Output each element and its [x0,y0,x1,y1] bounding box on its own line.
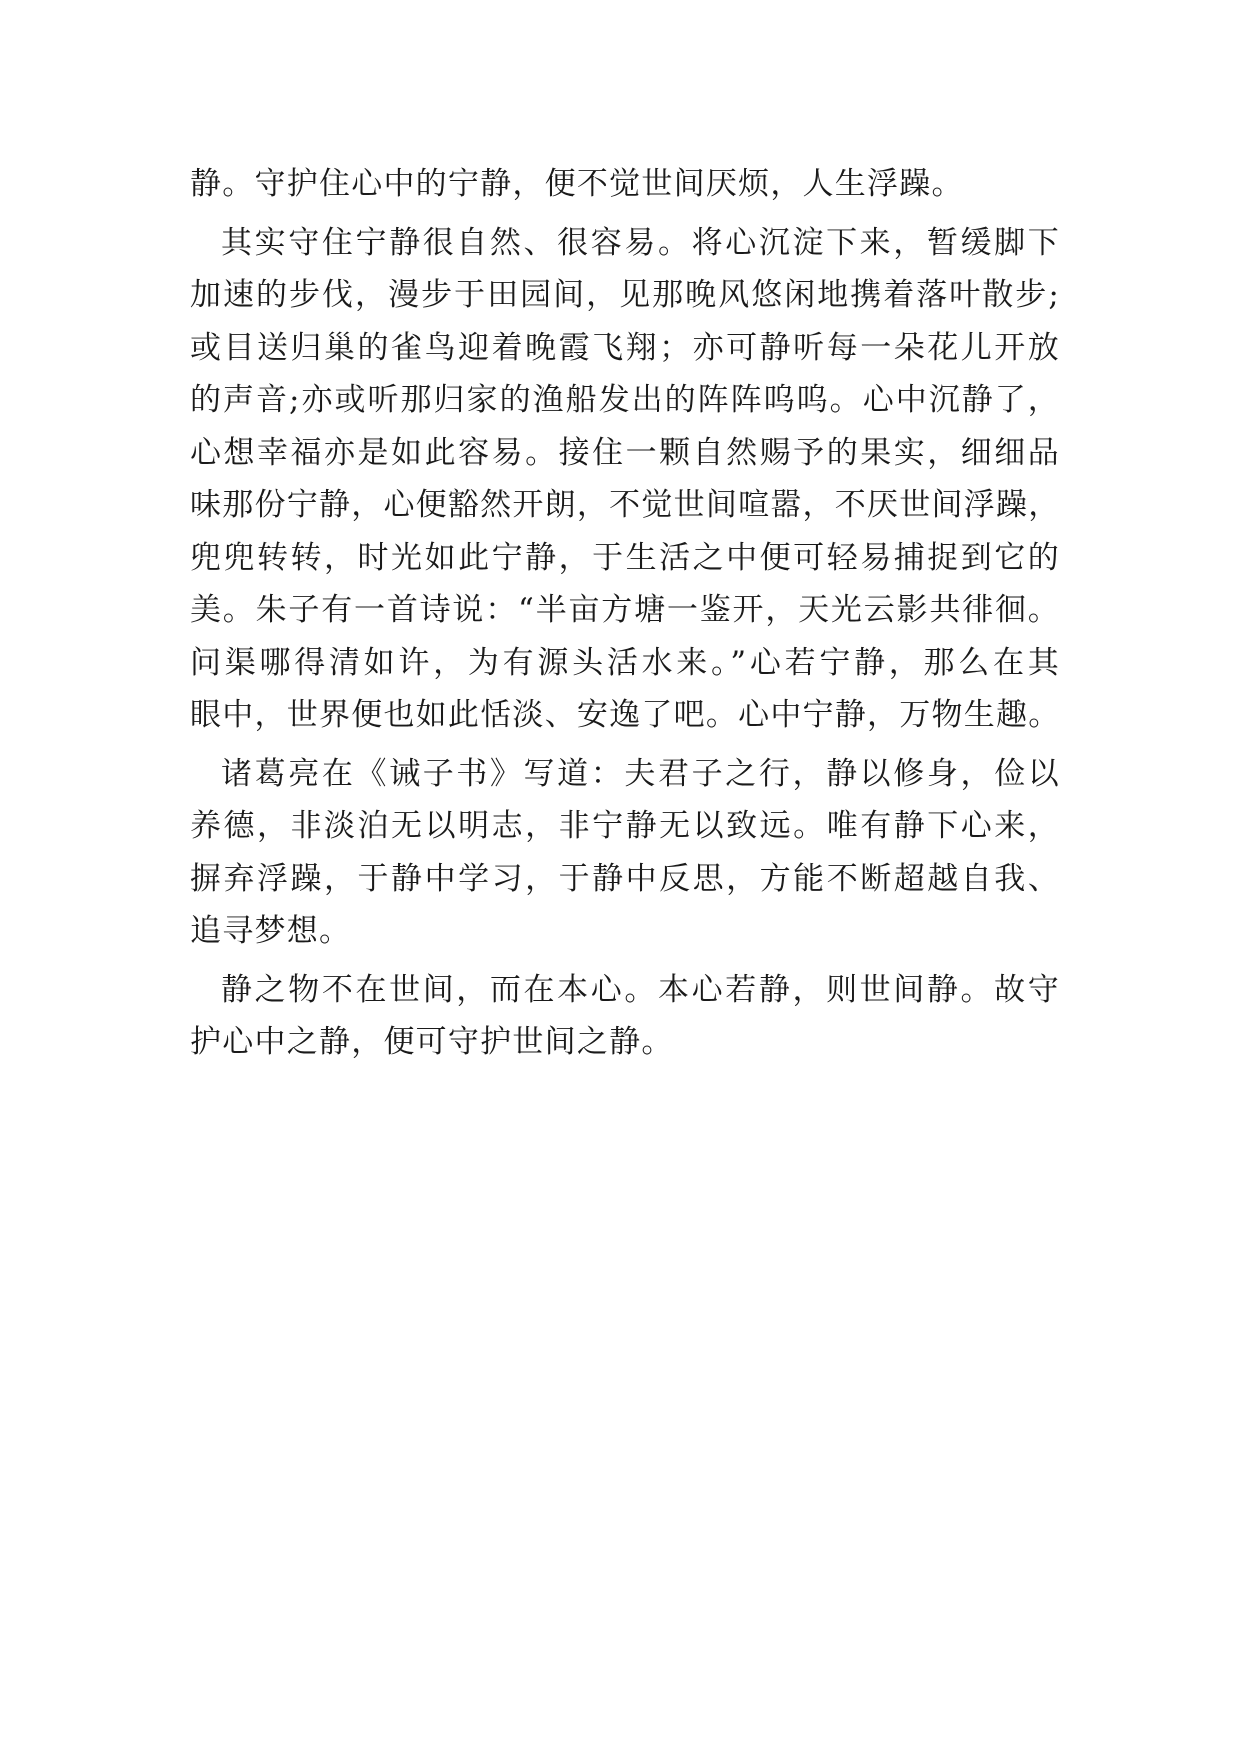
text-line: 追寻梦想。 [190,913,352,949]
text-line: 问渠哪得清如许，为有源头活水来。”心若宁静，那么在其 [190,644,1060,681]
paragraph [190,158,1060,211]
essay-body [190,158,1060,1069]
paragraph [190,748,1060,958]
text-line: 或目送归巢的雀鸟迎着晚霞飞翔；亦可静听每一朵花儿开放 [190,329,1060,366]
text-line: 摒弃浮躁，于静中学习，于静中反思，方能不断超越自我、 [190,860,1060,897]
text-line: 其实守住宁静很自然、很容易。将心沉淀下来，暂缓脚下 [221,224,1060,261]
text-line: 静。守护住心中的宁静，便不觉世间厌烦，人生浮躁。 [190,166,964,202]
text-line: 美。朱子有一首诗说：“半亩方塘一鉴开，天光云影共徘徊。 [190,592,1060,628]
text-line: 加速的步伐，漫步于田园间，见那晚风悠闲地携着落叶散步; [190,277,1060,313]
text-line: 静之物不在世间，而在本心。本心若静，则世间静。故守 [221,971,1060,1008]
text-line: 味那份宁静，心便豁然开朗，不觉世间喧嚣，不厌世间浮躁， [190,487,1061,523]
text-line: 养德，非淡泊无以明志，非宁静无以致远。唯有静下心来， [190,808,1060,844]
text-line: 心想幸福亦是如此容易。接住一颗自然赐予的果实，细细品 [190,434,1060,471]
text-line: 的声音;亦或听那归家的渔船发出的阵阵呜呜。心中沉静了， [190,382,1060,418]
text-line: 护心中之静，便可守护世间之静。 [190,1024,674,1060]
text-line: 眼中，世界便也如此恬淡、安逸了吧。心中宁静，万物生趣。 [190,697,1061,733]
paragraph [190,964,1060,1069]
text-line: 诸葛亮在《诫子书》写道：夫君子之行，静以修身，俭以 [221,755,1060,792]
paragraph [190,217,1060,742]
text-line: 兜兜转转，时光如此宁静，于生活之中便可轻易捕捉到它的 [190,539,1060,576]
